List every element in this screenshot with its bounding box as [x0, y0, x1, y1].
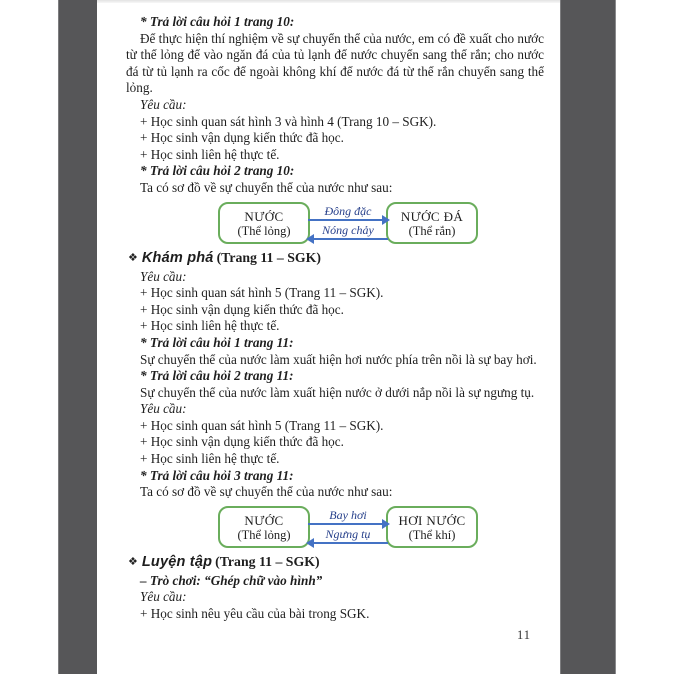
right-state-box	[386, 506, 478, 548]
section-heading	[126, 249, 544, 267]
bullet-item: + Học sinh quan sát hình 3 và hình 4 (Trang 10 – SGK).	[140, 113, 437, 129]
requirement-label: Yêu cầu:	[140, 268, 187, 284]
bullet-item: + Học sinh quan sát hình 5 (Trang 11 – SGK).	[140, 285, 384, 301]
page-number: 11	[516, 628, 531, 642]
text-line: Ta có sơ đồ về sự chuyển thể của nước như sau:	[140, 484, 393, 500]
requirement-label: Yêu cầu:	[140, 96, 187, 112]
bullet-item: + Học sinh vận dụng kiến thức đã học.	[140, 301, 344, 317]
state-box-subtitle: (Thể lỏng)	[237, 527, 291, 542]
state-box-subtitle: (Thể rắn)	[408, 223, 456, 238]
state-box-title: HƠI NƯỚC	[398, 512, 466, 528]
state-box-subtitle: (Thể khí)	[408, 527, 456, 542]
section-suffix: (Trang 11 – SGK)	[215, 553, 320, 569]
requirement-label: Yêu cầu:	[140, 589, 187, 605]
bullet-item: + Học sinh nêu yêu cầu của bài trong SGK.	[140, 606, 370, 622]
state-diagram	[218, 202, 478, 244]
backward-arrow-icon	[308, 542, 388, 544]
text-line: Ta có sơ đồ về sự chuyển thể của nước như sau:	[140, 179, 393, 195]
forward-arrow-label: Đông đặc	[324, 204, 372, 219]
bullet-item: + Học sinh liên hệ thực tế.	[140, 146, 280, 162]
bullet-item: + Học sinh quan sát hình 5 (Trang 11 – SGK).	[140, 417, 384, 433]
answer-heading: * Trả lời câu hỏi 2 trang 11:	[140, 368, 294, 384]
section-name: Luyện tập	[141, 553, 213, 570]
state-box-title: NƯỚC	[244, 512, 284, 528]
section-suffix: (Trang 11 – SGK)	[216, 249, 321, 265]
page-content	[97, 0, 560, 623]
left-state-box	[218, 202, 310, 244]
answer-heading: * Trả lời câu hỏi 1 trang 11:	[140, 334, 294, 350]
bullet-item: + Học sinh liên hệ thực tế.	[140, 318, 280, 334]
right-border-strip	[560, 0, 616, 674]
answer-heading: * Trả lời câu hỏi 2 trang 10:	[140, 163, 295, 179]
forward-arrow-icon	[308, 219, 388, 221]
transition-arrows	[308, 205, 388, 240]
state-box-subtitle: (Thể lỏng)	[237, 223, 291, 238]
diamond-bullet-icon: ❖	[128, 251, 138, 264]
bullet-item: + Học sinh vận dụng kiến thức đã học.	[140, 130, 344, 146]
section-name: Khám phá	[141, 249, 214, 266]
backward-arrow-label: Ngưng tụ	[325, 527, 371, 542]
right-state-box	[386, 202, 478, 244]
paragraph: Để thực hiện thí nghiệm về sự chuyển thể của nước, em có đề xuất cho nước từ thể lỏng để vào ngăn đá của tủ lạnh để nước chuyển sang thể rắn; cho nước đá từ tủ lạnh ra cốc để ngoài không khí để nước đá từ thể rắn chuyển sang thể lỏng.	[126, 30, 544, 96]
requirement-label: Yêu cầu:	[140, 401, 187, 417]
section-heading	[126, 553, 544, 571]
transition-arrows	[308, 509, 388, 544]
bullet-item: + Học sinh liên hệ thực tế.	[140, 451, 280, 467]
answer-heading: * Trả lời câu hỏi 1 trang 10:	[140, 14, 295, 29]
text-line: Sự chuyển thể của nước làm xuất hiện nước ở dưới nắp nồi là sự ngưng tụ.	[140, 384, 535, 400]
text-line: Sự chuyển thể của nước làm xuất hiện hơi nước phía trên nồi là sự bay hơi.	[140, 351, 537, 367]
state-diagram	[218, 506, 478, 548]
forward-arrow-icon	[308, 523, 388, 525]
document-page	[97, 0, 560, 674]
diamond-bullet-icon: ❖	[128, 555, 138, 568]
left-state-box	[218, 506, 310, 548]
left-border-strip	[58, 0, 98, 674]
state-box-title: NƯỚC ĐÁ	[400, 208, 464, 224]
backward-arrow-label: Nóng chảy	[322, 223, 374, 238]
backward-arrow-icon	[308, 238, 388, 240]
bullet-item: + Học sinh vận dụng kiến thức đã học.	[140, 434, 344, 450]
state-box-title: NƯỚC	[244, 208, 284, 224]
game-title: – Trò chơi: “Ghép chữ vào hình”	[140, 572, 323, 588]
answer-heading: * Trả lời câu hỏi 3 trang 11:	[140, 467, 294, 483]
forward-arrow-label: Bay hơi	[329, 508, 367, 523]
